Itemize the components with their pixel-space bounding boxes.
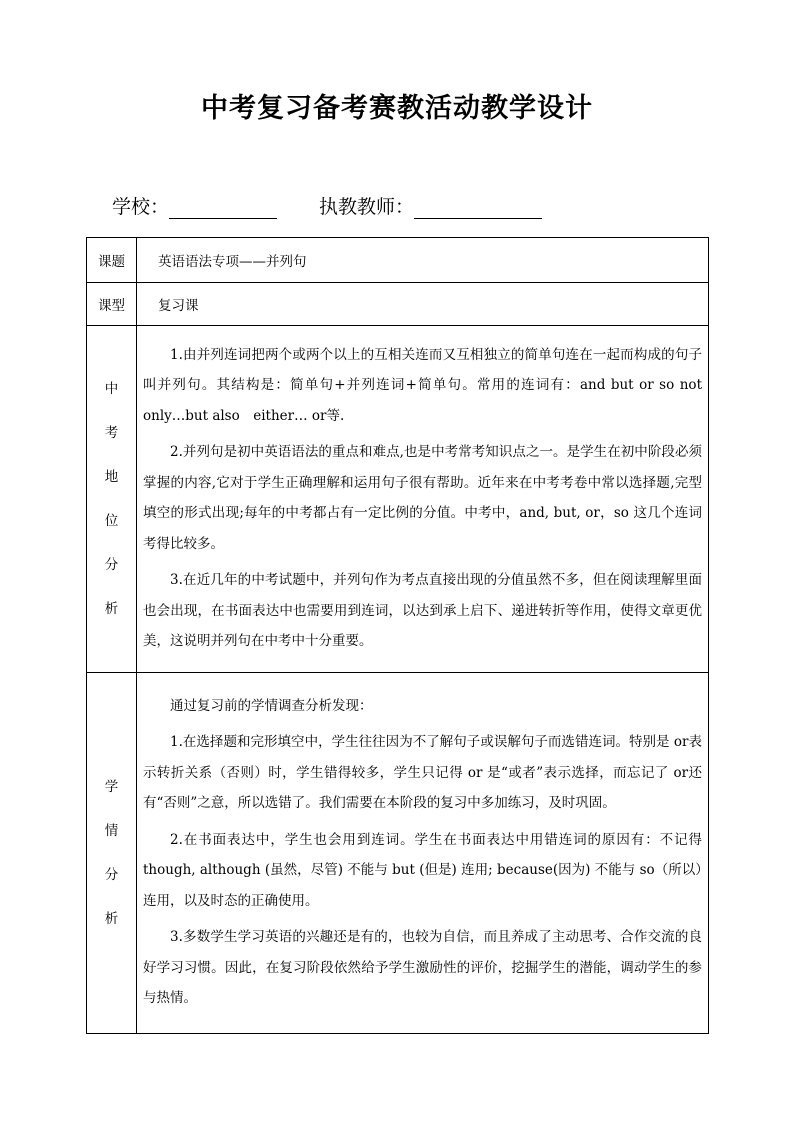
student-analysis-content (137, 673, 709, 1034)
label-char: 分 (104, 867, 119, 883)
school-label: 学校： (112, 196, 170, 218)
paragraph: 1.在选择题和完形填空中，学生往往因为不了解句子或误解句子而选错连词。特别是 or表示转折关系（否则）时，学生错得较多，学生只记得 or 是“或者”表示选择，而忘记了 or还有“否则”之意，所以选错了。我们需要在本阶段的复习中多加练习，及时巩固。 (143, 734, 702, 811)
school-blank (169, 198, 277, 219)
paragraph: 2.在书面表达中，学生也会用到连词。学生在书面表达中用错连词的原因有：不记得though, although (虽然，尽管) 不能与 but (但是) 连用; because(因为) 不能与 so（所以）连用，以及时态的正确使用。 (143, 831, 702, 909)
label-char: 位 (104, 513, 119, 529)
paragraph: 通过复习前的学情调查分析发现： (170, 697, 373, 714)
label-char: 分 (104, 557, 119, 573)
label-char: 中 (104, 381, 119, 397)
topic-value: 英语语法专项——并列句 (137, 238, 709, 283)
paragraph: 3.多数学生学习英语的兴趣还是有的，也较为自信，而且养成了主动思考、合作交流的良好学习习惯。因此，在复习阶段依然给予学生激励性的评价，挖掘学生的潜能，调动学生的参与热情。 (143, 929, 702, 1006)
teacher-blank (414, 198, 542, 219)
label-char: 析 (104, 601, 119, 617)
label-char: 考 (104, 425, 119, 441)
label-char: 析 (104, 911, 119, 927)
lesson-table (86, 237, 709, 1034)
info-line (112, 192, 542, 219)
label-char: 情 (104, 823, 119, 839)
type-value: 复习课 (137, 283, 709, 326)
label-char: 地 (104, 469, 119, 485)
exam-position-content (137, 326, 709, 673)
topic-label: 课题 (87, 238, 137, 283)
student-analysis-row (87, 673, 709, 1034)
paragraph: 2.并列句是初中英语语法的重点和难点,也是中考常考知识点之一。是学生在初中阶段必须掌握的内容,它对于学生正确理解和运用句子很有帮助。近年来在中考考卷中常以选择题,完型填空的形式出现;每年的中考都占有一定比例的分值。中考中，and, but, or，so 这几个连词考得比较多。 (143, 444, 702, 552)
label-char: 学 (104, 779, 119, 795)
exam-position-row (87, 326, 709, 673)
student-analysis-label (87, 673, 137, 1034)
teacher-label: 执教教师： (319, 196, 415, 218)
exam-position-label (87, 326, 137, 673)
paragraph: 3.在近几年的中考试题中，并列句作为考点直接出现的分值虽然不多，但在阅读理解里面也会出现，在书面表达中也需要用到连词，以达到承上启下、递进转折等作用，使得文章更优美，这说明并列句在中考中十分重要。 (143, 572, 702, 649)
type-label: 课型 (87, 283, 137, 326)
document-title: 中考复习备考赛教活动教学设计 (201, 93, 593, 124)
paragraph: 1.由并列连词把两个或两个以上的互相关连而又互相独立的简单句连在一起而构成的句子叫并列句。其结构是：简单句+并列连词+简单句。常用的连词有：and but or so not only…but also either… or等. (143, 346, 702, 424)
topic-row (87, 238, 709, 283)
type-row (87, 283, 709, 326)
